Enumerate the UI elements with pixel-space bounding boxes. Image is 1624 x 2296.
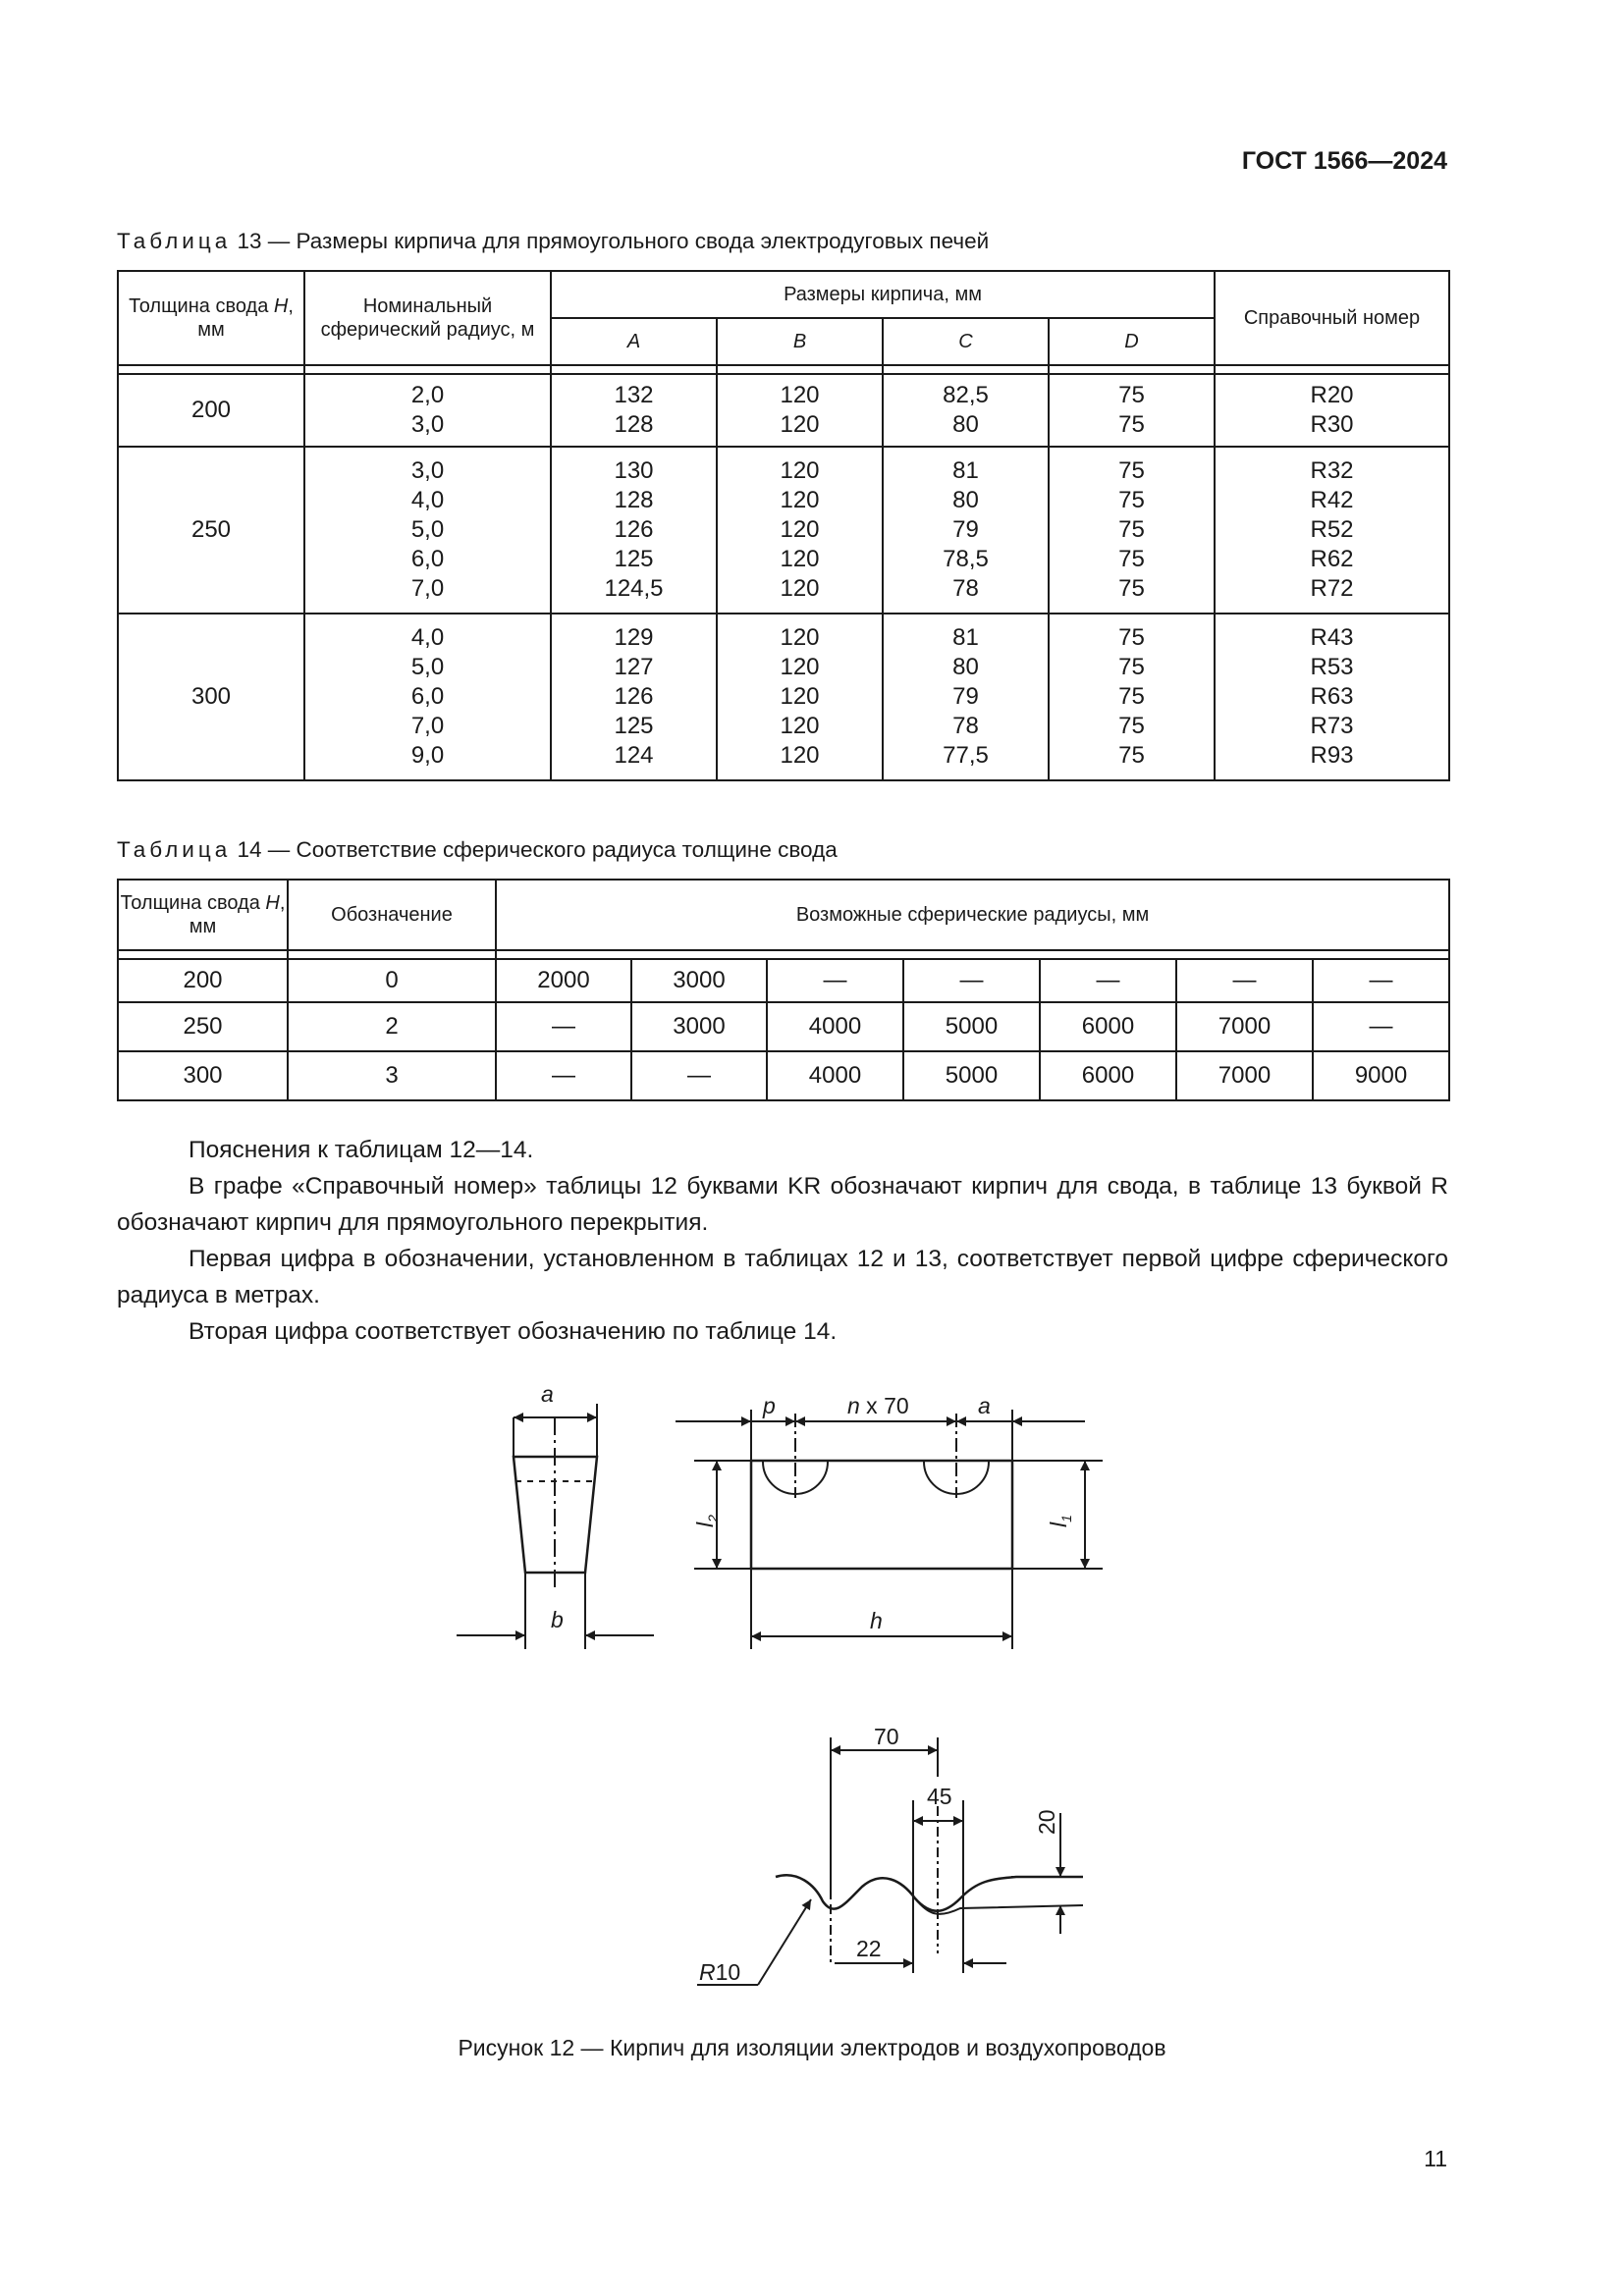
cell-c: 82,5 80: [883, 374, 1049, 447]
table-cell: 6000: [1040, 1051, 1176, 1100]
cell-ref: R20 R30: [1215, 374, 1449, 447]
cell-ref: R43 R53 R63 R73 R93: [1215, 614, 1449, 780]
cell-a: 130 128 126 125 124,5: [551, 447, 717, 614]
dim-label-70: 70: [874, 1724, 899, 1749]
table-cell: —: [1176, 959, 1313, 1002]
note-paragraph: Первая цифра в обозначении, установленном в таблицах 12 и 13, соответствует первой цифре сферического радиуса в метрах.: [117, 1246, 1448, 1308]
figure-12-drawing: [0, 1364, 1624, 2012]
cell-d: 75 75: [1049, 374, 1215, 447]
table-cell: 4000: [767, 1002, 903, 1051]
header-col-d: D: [1049, 318, 1215, 365]
table-cell: 3: [288, 1051, 496, 1100]
table14-label: Таблица: [117, 837, 232, 862]
cell-d: 75 75 75 75 75: [1049, 447, 1215, 614]
table-cell: 3000: [631, 959, 767, 1002]
page-number: 11: [1424, 2146, 1447, 2171]
cell-thickness: 300: [118, 614, 304, 780]
table-cell: —: [496, 1051, 631, 1100]
table14-caption: [117, 837, 838, 863]
notch-profile-detail: [697, 1724, 1083, 1985]
cell-a: 129 127 126 125 124: [551, 614, 717, 780]
header-designation: Обозначение: [288, 880, 496, 950]
dim-label-p: p: [763, 1393, 776, 1418]
header-separator: [118, 950, 1449, 959]
table-row: [118, 1002, 1449, 1051]
table-row: [118, 614, 1449, 780]
dim-label-l2: $l_2$: [692, 1515, 721, 1527]
dim-label-l1: $l_1$: [1046, 1515, 1074, 1527]
table-cell: 0: [288, 959, 496, 1002]
brick-front-view: [676, 1393, 1103, 1649]
table14-title: 14 — Соответствие сферического радиуса толщине свода: [231, 837, 838, 862]
cell-ref: R32 R42 R52 R62 R72: [1215, 447, 1449, 614]
table-cell: 250: [118, 1002, 288, 1051]
cell-a: 132 128: [551, 374, 717, 447]
dim-label-a: a: [541, 1381, 554, 1407]
table-cell: 2000: [496, 959, 631, 1002]
table-cell: —: [1313, 959, 1449, 1002]
table-cell: —: [1313, 1002, 1449, 1051]
header-col-b: B: [717, 318, 883, 365]
table-cell: 9000: [1313, 1051, 1449, 1100]
table-row: [118, 447, 1449, 614]
table-row: [118, 374, 1449, 447]
table13-title: 13 — Размеры кирпича для прямоугольного свода электродуговых печей: [231, 229, 990, 253]
table-cell: 5000: [903, 1051, 1040, 1100]
header-separator: [118, 365, 1449, 374]
cell-thickness: 200: [118, 374, 304, 447]
dim-label-h: h: [870, 1608, 883, 1633]
header-thickness: Толщина свода H, мм: [118, 880, 288, 950]
cell-radius: 3,0 4,0 5,0 6,0 7,0: [304, 447, 551, 614]
document-id: ГОСТ 1566—2024: [1241, 147, 1447, 175]
table-cell: 300: [118, 1051, 288, 1100]
cell-b: 120 120 120 120 120: [717, 614, 883, 780]
table-cell: 4000: [767, 1051, 903, 1100]
dim-label-45: 45: [927, 1784, 952, 1809]
dim-label-n-x-70: n x 70: [847, 1393, 909, 1418]
table-cell: —: [631, 1051, 767, 1100]
dim-label-a2: a: [978, 1393, 991, 1418]
header-sizes: Размеры кирпича, мм: [551, 271, 1215, 318]
brick-side-view: [457, 1381, 654, 1649]
figure-caption: Рисунок 12 — Кирпич для изоляции электродов и воздухопроводов: [458, 2035, 1166, 2060]
table-cell: —: [903, 959, 1040, 1002]
table13-caption: [117, 229, 989, 254]
dim-label-b: b: [551, 1607, 564, 1632]
header-col-a: A: [551, 318, 717, 365]
table-row: [118, 1051, 1449, 1100]
table13: [117, 270, 1450, 781]
header-col-c: C: [883, 318, 1049, 365]
header-ref: Справочный номер: [1215, 271, 1449, 365]
header-thickness: Толщина свода H, мм: [118, 271, 304, 365]
table-cell: —: [496, 1002, 631, 1051]
dim-label-20: 20: [1034, 1809, 1059, 1835]
table13-label: Таблица: [117, 229, 232, 253]
table-cell: —: [1040, 959, 1176, 1002]
cell-radius: 2,0 3,0: [304, 374, 551, 447]
cell-b: 120 120: [717, 374, 883, 447]
table-cell: 200: [118, 959, 288, 1002]
note-paragraph: Вторая цифра соответствует обозначению по таблице 14.: [189, 1318, 838, 1345]
table-cell: 7000: [1176, 1002, 1313, 1051]
dim-label-r10: R10: [699, 1959, 741, 1985]
table-cell: 3000: [631, 1002, 767, 1051]
header-radii: Возможные сферические радиусы, мм: [496, 880, 1449, 950]
table14: [117, 879, 1450, 1101]
notes-heading: Пояснения к таблицам 12—14.: [189, 1137, 534, 1163]
table-cell: 2: [288, 1002, 496, 1051]
cell-thickness: 250: [118, 447, 304, 614]
cell-c: 81 80 79 78,5 78: [883, 447, 1049, 614]
header-radius: Номинальный сферический радиус, м: [304, 271, 551, 365]
table-cell: 5000: [903, 1002, 1040, 1051]
cell-radius: 4,0 5,0 6,0 7,0 9,0: [304, 614, 551, 780]
table-row: [118, 959, 1449, 1002]
cell-d: 75 75 75 75 75: [1049, 614, 1215, 780]
cell-c: 81 80 79 78 77,5: [883, 614, 1049, 780]
table-cell: 6000: [1040, 1002, 1176, 1051]
table-cell: 7000: [1176, 1051, 1313, 1100]
table-cell: —: [767, 959, 903, 1002]
note-paragraph: В графе «Справочный номер» таблицы 12 буквами KR обозначают кирпич для свода, в таблице 13 буквой R обозначают кирпич для прямоугольного перекрытия.: [117, 1173, 1448, 1236]
dim-label-22: 22: [856, 1936, 882, 1961]
cell-b: 120 120 120 120 120: [717, 447, 883, 614]
